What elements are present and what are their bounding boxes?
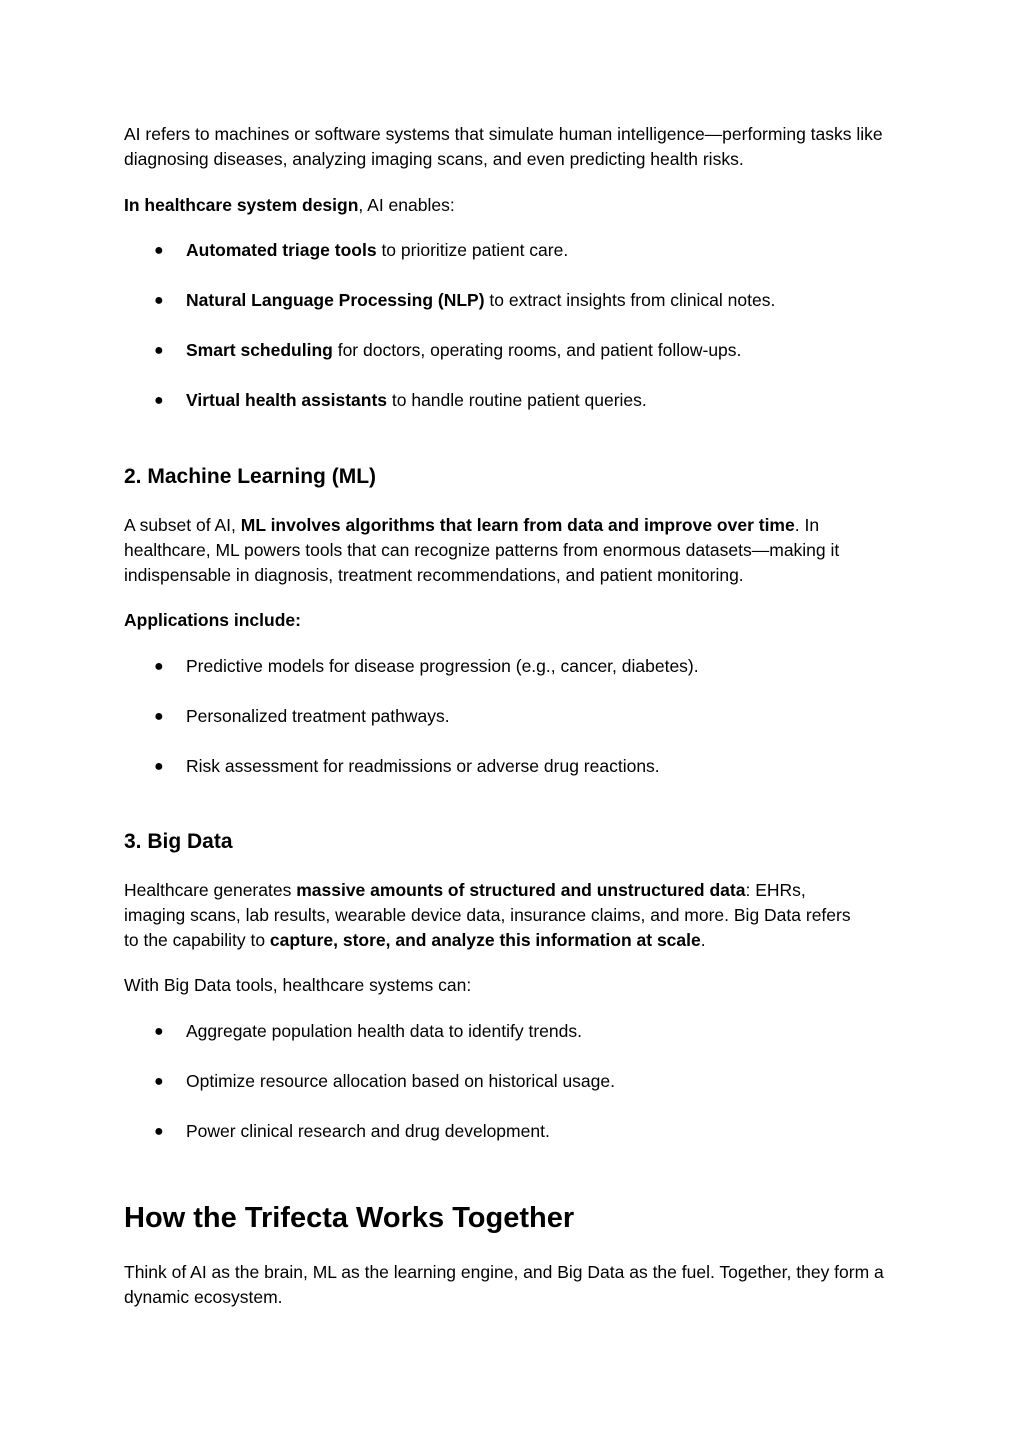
trifecta-paragraph: Think of AI as the brain, ML as the learning engine, and Big Data as the fuel. Together, they form a dynamic ecosystem.: [124, 1262, 884, 1307]
bullet-icon: ●: [154, 392, 164, 409]
text: for doctors, operating rooms, and patient follow-ups.: [332, 340, 742, 360]
big-data-tools-paragraph: With Big Data tools, healthcare systems can:: [124, 975, 472, 995]
list-item: [124, 1019, 904, 1044]
big-data-bullet-list: [124, 1019, 904, 1144]
text: to extract insights from clinical notes.: [484, 290, 776, 310]
bold-text: massive amounts of structured and unstructured data: [296, 880, 746, 900]
bullet-icon: ●: [154, 1123, 164, 1140]
ai-enables-paragraph: [124, 193, 455, 218]
bullet-icon: ●: [154, 242, 164, 259]
bold-text: capture, store, and analyze this information at scale: [269, 930, 701, 950]
big-data-paragraph: [124, 878, 864, 953]
list-item: [124, 654, 904, 679]
list-item: [124, 238, 904, 263]
bold-text: Automated triage tools: [186, 240, 377, 260]
bullet-icon: ●: [154, 708, 164, 725]
list-item: [124, 338, 904, 363]
text: , AI enables:: [358, 195, 455, 215]
text: Optimize resource allocation based on historical usage.: [186, 1071, 615, 1091]
bullet-icon: ●: [154, 1023, 164, 1040]
list-item: [124, 388, 904, 413]
bold-text: In healthcare system design: [124, 195, 359, 215]
ml-paragraph: [124, 513, 899, 588]
big-data-heading: 3. Big Data: [124, 830, 233, 853]
bullet-icon: ●: [154, 292, 164, 309]
text: to prioritize patient care.: [376, 240, 569, 260]
ml-heading: 2. Machine Learning (ML): [124, 465, 377, 488]
list-item: [124, 1119, 904, 1144]
bold-text: Applications include:: [124, 610, 301, 630]
bold-text: Virtual health assistants: [186, 390, 388, 410]
text: . In healthcare, ML powers tools that can recognize patterns from enormous datasets—making it indispensable in diagnosis, treatment recommendations, and patient monitoring.: [124, 515, 840, 585]
bold-text: Smart scheduling: [186, 340, 333, 360]
text: .: [700, 930, 706, 950]
bullet-icon: ●: [154, 342, 164, 359]
text: Power clinical research and drug development.: [186, 1121, 550, 1141]
text: Predictive models for disease progression (e.g., cancer, diabetes).: [186, 656, 699, 676]
text: : EHRs, imaging scans, lab results, wearable device data, insurance claims, and more. Big Data refers to the capability to: [124, 880, 851, 950]
text: Risk assessment for readmissions or adverse drug reactions.: [186, 756, 660, 776]
text: Aggregate population health data to identify trends.: [186, 1021, 582, 1041]
bullet-icon: ●: [154, 758, 164, 775]
ai-bullet-list: [124, 238, 904, 413]
bullet-icon: ●: [154, 1073, 164, 1090]
bullet-icon: ●: [154, 658, 164, 675]
intro-paragraph: AI refers to machines or software systems that simulate human intelligence—performing tasks like diagnosing diseases, analyzing imaging scans, and even predicting health risks.: [124, 124, 883, 169]
bold-text: ML involves algorithms that learn from data and improve over time: [240, 515, 795, 535]
applications-label: [124, 608, 301, 633]
trifecta-heading: How the Trifecta Works Together: [124, 1202, 575, 1234]
list-item: [124, 288, 904, 313]
list-item: [124, 1069, 904, 1094]
text: Personalized treatment pathways.: [186, 706, 450, 726]
text: to handle routine patient queries.: [387, 390, 647, 410]
text: A subset of AI,: [124, 515, 241, 535]
text: Healthcare generates: [124, 880, 297, 900]
bold-text: Natural Language Processing (NLP): [186, 290, 485, 310]
list-item: [124, 754, 904, 779]
ml-bullet-list: [124, 654, 904, 779]
list-item: [124, 704, 904, 729]
